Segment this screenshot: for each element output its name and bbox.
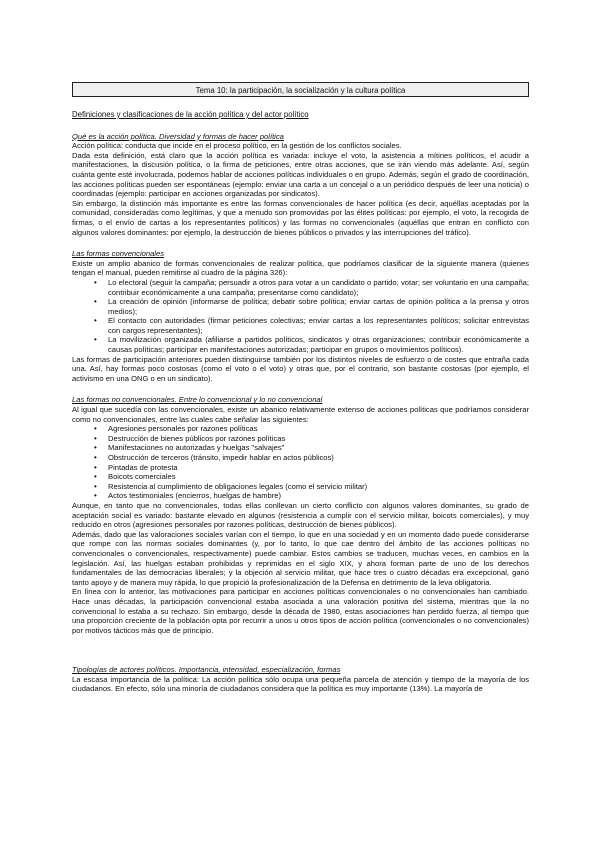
paragraph: Al igual que sucedía con las convencionales, existe un abanico relativamente extenso de acciones políticas que podríamos considerar como no convencionales, entre las cuales cabe señalar las siguientes: [72, 405, 529, 424]
document-title: Tema 10: la participación, la socialización y la cultura política [72, 82, 529, 97]
section-1-heading: Qué es la acción política. Diversidad y formas de hacer política [72, 131, 284, 141]
bullet-list [72, 424, 529, 501]
paragraph: Las formas de participación anteriores pueden distinguirse también por los distintos niveles de esfuerzo o de costes que entraña cada una. Así, hay formas poco costosas (como el voto o el voto) y otras que, por el contrario, son bastante costosas (por ejemplo, el activismo en una ONG o en un sindicato). [72, 354, 529, 383]
list-item: • Resistencia al cumplimiento de obligaciones legales (como el servicio militar) [98, 482, 529, 492]
paragraph: Aunque, en tanto que no convencionales, todas ellas conllevan un cierto conflicto con algunos valores dominantes, su grado de aceptación social es variado: bastante elevado en algunos (resistencia a cumplir con el servicio militar, boicots comerciales), y muy reducido en otros (agresiones personales por razones políticas, destrucción de bienes públicos). [72, 500, 529, 530]
paragraph: Además, dado que las valoraciones sociales varían con el tiempo, lo que en una sociedad y en un momento dado puede considerarse que rompe con las normas sociales dominantes (y, por lo tanto, lo que cae dentro del ámbito de las acciones políticas no convencionales o convencionales, respectivamente) puede cambiar. Estos cambios se traducen, muchas veces, en cambios en la legislación. Así, las huelgas estaban prohibidas y reprimidas en el siglo XIX, y ahora forman parte de uno de los derechos fundamentales de las democracias liberales; y la objeción al servicio militar, que hace tres o cuatro décadas era excepcional, ganó tanto apoyo y de manera muy rápida, lo que propició la profesionalización de la Defensa en detrimento de la leva obligatoria. [72, 529, 529, 587]
list-item: • Lo electoral (seguir la campaña; persuadir a otros para votar a un candidato o partido; votar; ser voluntario en una campaña; contribuir económicamente a una campaña; presentarse como candidato); [98, 278, 529, 297]
list-item: • Actos testimoniales (encierros, huelgas de hambre) [98, 491, 529, 501]
document-page [72, 82, 529, 694]
list-item: • Manifestaciones no autorizadas y huelgas "salvajes" [98, 443, 529, 453]
paragraph: Existe un amplio abanico de formas convencionales de realizar política, que podríamos clasificar de la siguiente manera (quienes tengan el manual, pueden remitirse al cuadro de la página 326): [72, 258, 529, 278]
list-item: • La movilización organizada (afiliarse a partidos políticos, sindicatos y otras organizaciones; contribuir económicamente a causas políticas; participar en manifestaciones autorizadas; participar en grupos o movimientos políticos). [98, 335, 529, 354]
section-subtitle: Definiciones y clasificaciones de la acción política y del actor político [72, 110, 309, 119]
bullet-list [72, 278, 529, 355]
paragraph: En línea con lo anterior, las motivaciones para participar en acciones políticas convencionales o no convencionales han cambiado. Hace unas décadas, la participación convencional estaba asociada a una valoración positiva del sistema, mientras que la no convencional lo estaba a su rechazo. Sin embargo, desde la década de 1980, estas asociaciones han perdido fuerza, al tiempo que una proporción creciente de la población opta por recurrir a unos u otros tipos de acción política (convencionales o no convencionales) por motivos tácticos más que de principio. [72, 587, 529, 635]
list-item: • Pintadas de protesta [98, 463, 529, 473]
section-3-heading: Las formas no convencionales. Entre lo convencional y lo no convencional [72, 395, 323, 405]
list-item: • La creación de opinión (informarse de política; debatir sobre política; enviar cartas de opinión política a la prensa y otros medios); [98, 297, 529, 316]
section-2-heading: Las formas convencionales [72, 249, 165, 259]
paragraph: La escasa importancia de la política: La acción política sólo ocupa una pequeña parcela de atención y tiempo de la mayoría de los ciudadanos. En efecto, sólo una minoría de ciudadanos considera que la política es muy importante (13%). La mayoría de [72, 674, 529, 694]
paragraph: Sin embargo, la distinción más importante es entre las formas convencionales de hacer política (es decir, aquéllas aceptadas por la comunidad, consideradas como legítimas, y que a menudo son promovidas por las élites políticas: por ejemplo, el voto, la recogida de firmas, o el envío de cartas a los representantes políticos) y las formas no convencionales (aquéllas que entran en conflicto con algunos valores dominantes: por ejemplo, la destrucción de bienes públicos o privados y las interrupciones del tráfico). [72, 198, 529, 237]
paragraph: Acción política: conducta que incide en el proceso político, en la gestión de los conflictos sociales. [72, 141, 402, 151]
list-item: • Destrucción de bienes públicos por razones políticas [98, 434, 529, 444]
section-4-heading: Tipologías de actores políticos. Importancia, intensidad, especialización, formas [72, 665, 341, 675]
paragraph: Dada esta definición, está claro que la acción política es variada: incluye el voto, la asistencia a mítines políticos, el acudir a manifestaciones, la discusión política, o la firma de peticiones, entre otras acciones, que se irán viendo más adelante. Así, según cuánta gente esté involucrada, podemos hablar de acciones políticas individuales o en grupo. Además, según el grado de coordinación, las acciones políticas pueden ser espontáneas (ejemplo: enviar una carta a un concejal o a un periódico después de leer una noticia) o coordinadas (ejemplo: participar en acciones organizadas por sindicatos). [72, 150, 529, 199]
list-item: • Obstrucción de terceros (tránsito, impedir hablar en actos públicos) [98, 453, 529, 463]
list-item: • Agresiones personales por razones políticas [98, 424, 529, 434]
list-item: • El contacto con autoridades (firmar peticiones colectivas; enviar cartas a los representantes políticos; solicitar entrevistas con cargos representantes); [98, 316, 529, 335]
list-item: • Boicots comerciales [98, 472, 529, 482]
